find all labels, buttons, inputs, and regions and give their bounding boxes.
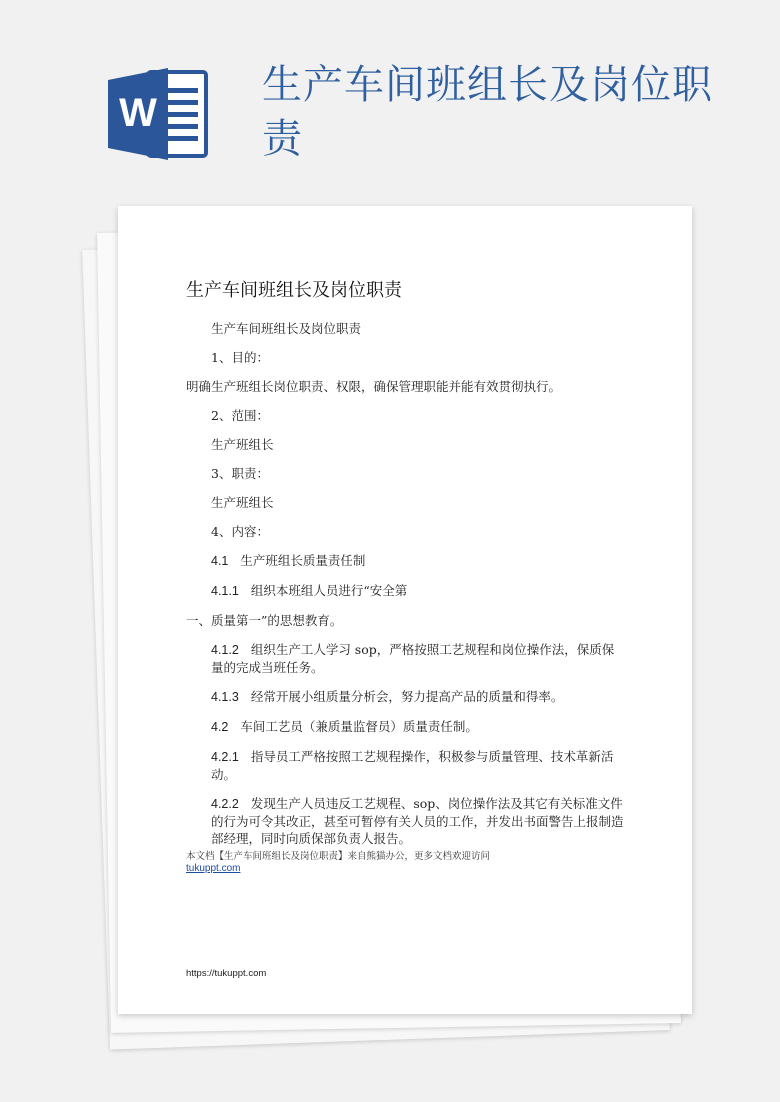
document-page [118,206,692,1014]
paragraph-text: 组织生产工人学习 sop，严格按照工艺规程和岗位操作法，保质保量的完成当班任务。 [211,642,615,675]
section-number: 4.2 [211,720,229,734]
paragraph-text: 3、职责： [211,466,269,481]
word-logo-letter: W [119,91,157,135]
paragraph-text: 生产班组长 [211,495,274,510]
paragraph-text: 组织本班组人员进行“安全第 [250,583,408,598]
document-title: 生产车间班组长及岗位职责 [186,280,402,301]
paragraph-text: 经常开展小组质量分析会，努力提高产品的质量和得率。 [250,689,564,704]
paragraph [186,378,626,395]
paragraph-text: 指导员工严格按照工艺规程操作，积极参与质量管理、技术革新活动。 [211,749,614,782]
paragraph [186,612,626,629]
paragraph [186,494,626,511]
footer-link[interactable]: tukuppt.com [186,863,241,874]
paragraph-text: 1、目的： [211,350,269,365]
section-number: 4.1.3 [211,690,239,704]
paragraph [186,320,626,337]
paragraph-text: 车间工艺员（兼质量监督员）质量责任制。 [240,719,478,734]
paragraph-text: 一、质量第一”的思想教育。 [186,613,343,628]
document-body [186,320,626,859]
paragraph-text: 生产车间班组长及岗位职责 [211,321,362,336]
section-number: 4.1.2 [211,643,239,657]
footer-url: https://tukuppt.com [186,968,267,979]
paragraph [186,349,626,366]
section-number: 4.1.1 [211,584,239,598]
paragraph-text: 生产班组长质量责任制 [240,553,366,568]
paragraph-text: 生产班组长 [211,437,274,452]
footer-note: 本文档【生产车间班组长及岗位职责】来自熊猫办公，更多文档欢迎访问 [186,851,491,862]
section-number: 4.2.2 [211,797,239,811]
section-number: 4.2.1 [211,750,239,764]
paragraph [186,465,626,482]
paragraph [186,718,626,736]
paragraph [186,582,626,600]
paragraph [186,407,626,424]
paragraph [186,523,626,540]
paragraph [186,748,626,783]
paragraph-text: 4、内容： [211,524,269,539]
paragraph [186,436,626,453]
banner-title: 生产车间班组长及岗位职责 [262,62,713,162]
paragraph [186,688,626,706]
paragraph-text: 2、范围： [211,408,269,423]
paragraph [186,795,626,847]
word-logo-icon [108,68,208,160]
paragraph-text: 发现生产人员违反工艺规程、sop、岗位操作法及其它有关标准文件的行为可令其改正，甚至可暂停有关人员的工作，并发出书面警告上报制造部经理，同时向质保部负责人报告。 [211,796,624,846]
paragraph [186,552,626,570]
section-number: 4.1 [211,554,229,568]
paragraph [186,641,626,676]
paragraph-text: 明确生产班组长岗位职责、权限，确保管理职能并能有效贯彻执行。 [186,379,562,394]
